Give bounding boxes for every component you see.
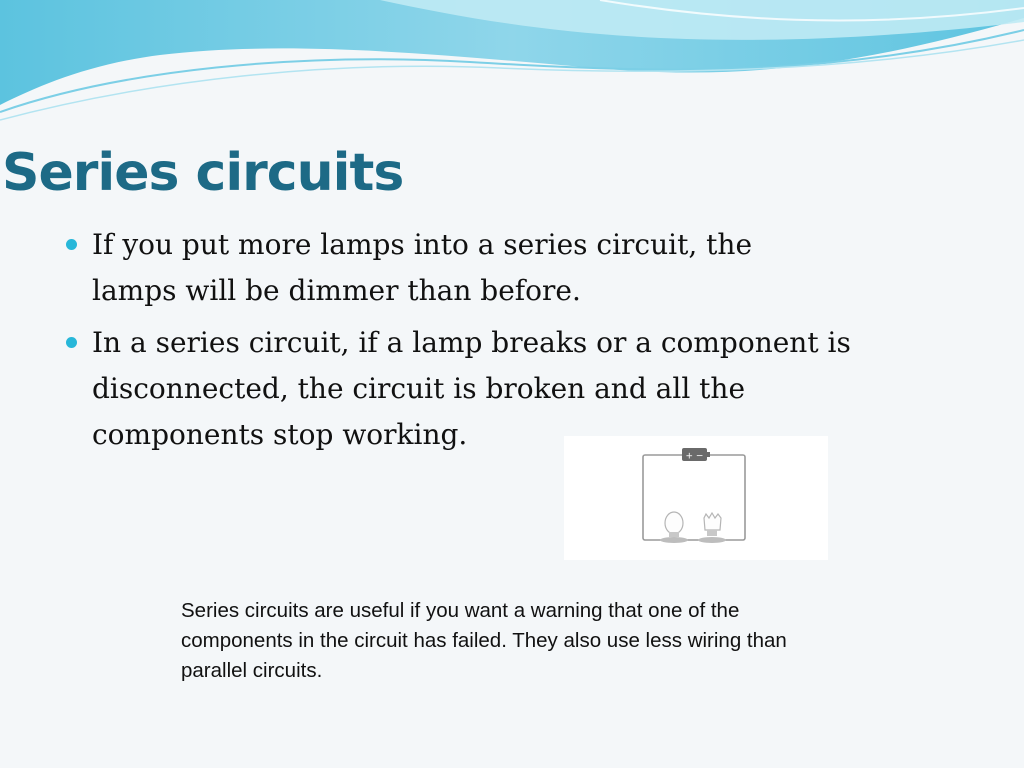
broken-lamp-icon [698, 513, 726, 543]
bullet-list [60, 222, 960, 464]
note-line: parallel circuits. [181, 659, 323, 682]
bullet-dot-icon [66, 239, 77, 250]
battery-label: + − [685, 451, 704, 462]
circuit-wire [643, 455, 745, 540]
bullet-line: components stop working. [92, 418, 468, 451]
note-text [181, 596, 961, 686]
lamp-icon [660, 512, 688, 543]
circuit-diagram [564, 436, 828, 560]
bullet-line: lamps will be dimmer than before. [92, 274, 581, 307]
bullet-line: In a series circuit, if a lamp breaks or a component is [92, 326, 851, 359]
series-circuit-image [564, 436, 828, 560]
slide-title: Series circuits [2, 143, 404, 203]
battery-icon [682, 448, 710, 462]
note-line: components in the circuit has failed. They also use less wiring than [181, 629, 787, 652]
header-wave-decoration [0, 0, 1024, 130]
bullet-dot-icon [66, 337, 77, 348]
note-line: Series circuits are useful if you want a warning that one of the [181, 599, 740, 622]
bullet-line: If you put more lamps into a series circuit, the [92, 228, 753, 261]
bullet-line: disconnected, the circuit is broken and all the [92, 372, 746, 405]
bullet-item [60, 222, 960, 314]
